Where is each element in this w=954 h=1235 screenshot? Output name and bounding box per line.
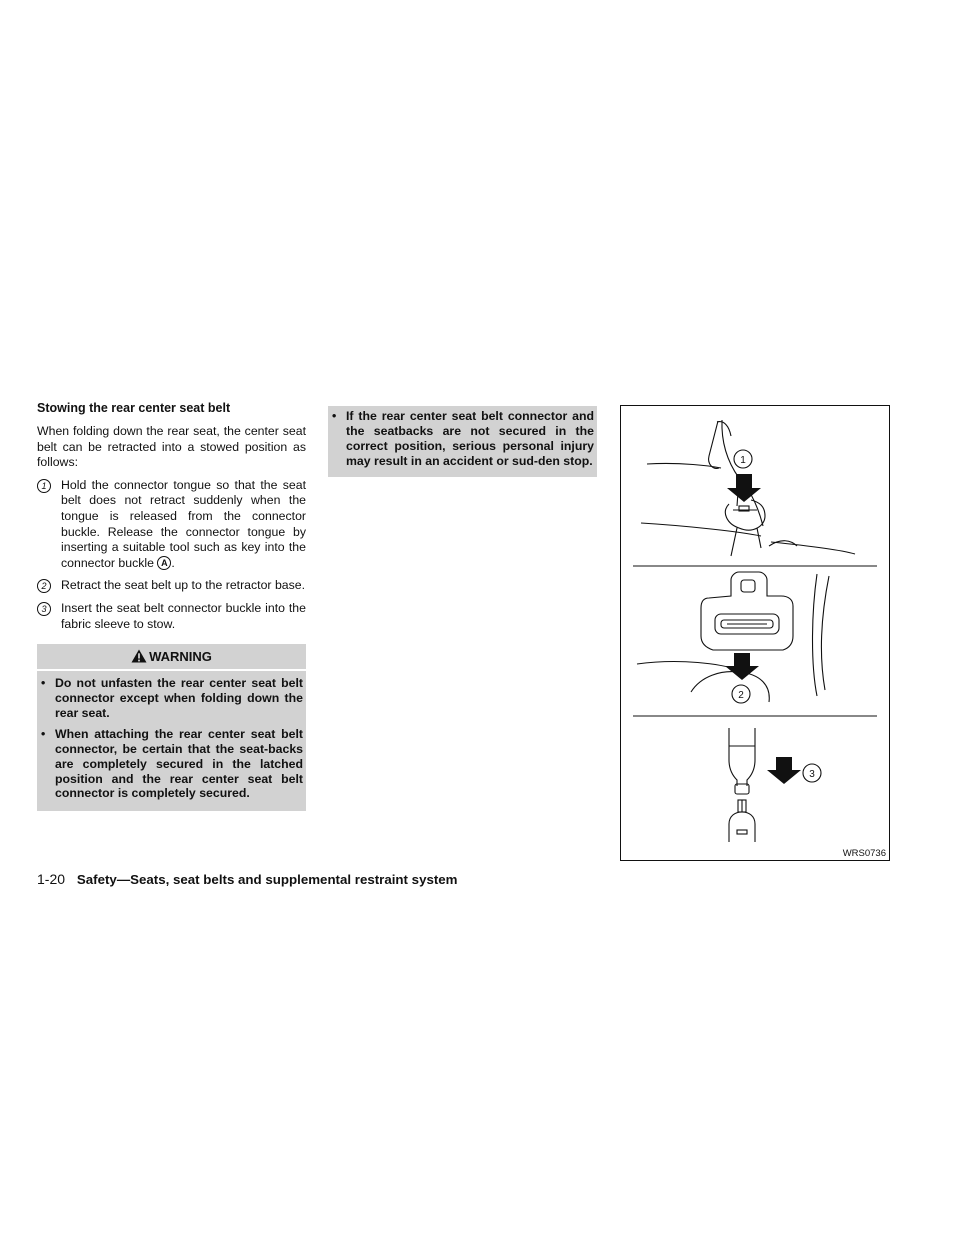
seat-belt-figure: [620, 405, 890, 861]
callout-3-label: 3: [809, 769, 815, 780]
seat-belt-illustration: [621, 406, 889, 860]
step-text: Insert the seat belt connector buckle into the fabric sleeve to stow.: [61, 600, 306, 631]
step-number: 1: [37, 479, 51, 493]
warning-bullet: • Do not unfasten the rear center seat belt connector except when folding down the rear seat.: [40, 676, 303, 721]
warning-title-text: WARNING: [149, 649, 212, 665]
callout-1-circle: [734, 450, 752, 468]
step-2: [37, 578, 306, 594]
callout-2-circle: [732, 685, 750, 703]
warning-continued-box: [328, 406, 597, 477]
step-number: 2: [37, 579, 51, 593]
warning-title: [37, 646, 306, 671]
panel-2-illustration: [637, 572, 829, 702]
step-text: Retract the seat belt up to the retractor base.: [61, 578, 306, 593]
reference-a-marker: A: [157, 556, 171, 570]
step-1: [37, 478, 306, 572]
warning-box: [37, 644, 306, 811]
warning-bullet: • When attaching the rear center seat belt connector, be certain that the seat-backs are completely secured in the latched position and the rear center seat belt connector is completely secured.: [40, 727, 303, 802]
step-3: [37, 601, 306, 632]
callout-2-label: 2: [738, 690, 744, 701]
callout-3-circle: [803, 764, 821, 782]
page-footer: [37, 871, 458, 887]
left-column: [37, 401, 306, 811]
callout-3-arrow: [767, 757, 801, 784]
step-tail: .: [171, 555, 175, 570]
middle-column: [328, 406, 597, 477]
warning-triangle-icon: [131, 649, 147, 663]
figure-code: WRS0736: [842, 848, 886, 859]
warning-bullet: • If the rear center seat belt connector and the seatbacks are not secured in the correct position, serious personal injury may result in an accident or sud-den stop.: [331, 409, 594, 469]
section-heading: Stowing the rear center seat belt: [37, 401, 231, 415]
callout-1-label: 1: [740, 455, 746, 466]
step-text: Hold the connector tongue so that the seat belt does not retract suddenly when the tongue is released from the connector buckle. Release the connector tongue by inserting a suitable tool such as key into the connector buckle: [61, 477, 306, 570]
intro-paragraph: When folding down the rear seat, the center seat belt can be retracted into a stowed position as follows:: [37, 424, 306, 470]
callout-1-arrow: [727, 474, 761, 502]
page-number: 1-20: [37, 871, 66, 887]
step-number: 3: [37, 602, 51, 616]
panel-3-illustration: [729, 728, 755, 842]
footer-section-title: Safety—Seats, seat belts and supplemental restraint system: [76, 872, 458, 887]
